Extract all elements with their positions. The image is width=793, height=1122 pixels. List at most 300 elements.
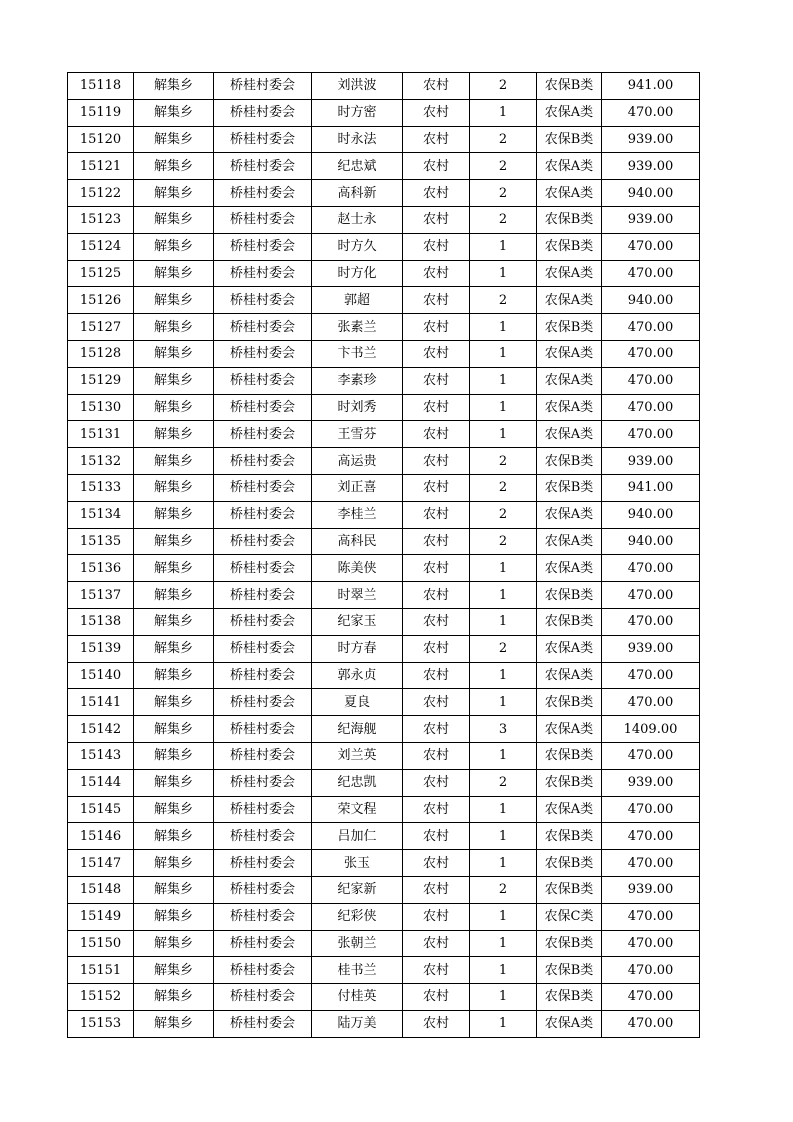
amount-cell: 470.00 bbox=[602, 260, 700, 287]
amount-cell: 939.00 bbox=[602, 206, 700, 233]
household-type-cell: 农村 bbox=[403, 769, 470, 796]
table-row bbox=[68, 823, 700, 850]
township-cell: 解集乡 bbox=[134, 796, 214, 823]
name-cell: 赵士永 bbox=[312, 206, 403, 233]
name-cell: 刘洪波 bbox=[312, 73, 403, 100]
record-id-cell: 15133 bbox=[68, 474, 134, 501]
village-committee-cell: 桥桂村委会 bbox=[214, 555, 312, 582]
village-committee-cell: 桥桂村委会 bbox=[214, 635, 312, 662]
person-count-cell: 1 bbox=[470, 689, 537, 716]
table-row bbox=[68, 206, 700, 233]
insurance-category-cell: 农保B类 bbox=[537, 314, 602, 341]
township-cell: 解集乡 bbox=[134, 876, 214, 903]
amount-cell: 470.00 bbox=[602, 662, 700, 689]
amount-cell: 470.00 bbox=[602, 99, 700, 126]
person-count-cell: 1 bbox=[470, 367, 537, 394]
table-row bbox=[68, 153, 700, 180]
person-count-cell: 1 bbox=[470, 99, 537, 126]
household-type-cell: 农村 bbox=[403, 930, 470, 957]
township-cell: 解集乡 bbox=[134, 850, 214, 877]
amount-cell: 470.00 bbox=[602, 930, 700, 957]
township-cell: 解集乡 bbox=[134, 73, 214, 100]
township-cell: 解集乡 bbox=[134, 769, 214, 796]
insurance-category-cell: 农保B类 bbox=[537, 876, 602, 903]
township-cell: 解集乡 bbox=[134, 99, 214, 126]
name-cell: 高运贵 bbox=[312, 448, 403, 475]
name-cell: 陆万美 bbox=[312, 1010, 403, 1037]
township-cell: 解集乡 bbox=[134, 903, 214, 930]
insurance-category-cell: 农保B类 bbox=[537, 73, 602, 100]
table-row bbox=[68, 876, 700, 903]
table-row bbox=[68, 635, 700, 662]
record-id-cell: 15129 bbox=[68, 367, 134, 394]
person-count-cell: 1 bbox=[470, 260, 537, 287]
household-type-cell: 农村 bbox=[403, 501, 470, 528]
household-type-cell: 农村 bbox=[403, 608, 470, 635]
table-row bbox=[68, 73, 700, 100]
record-id-cell: 15147 bbox=[68, 850, 134, 877]
record-id-cell: 15131 bbox=[68, 421, 134, 448]
table-row bbox=[68, 260, 700, 287]
township-cell: 解集乡 bbox=[134, 394, 214, 421]
person-count-cell: 1 bbox=[470, 796, 537, 823]
household-type-cell: 农村 bbox=[403, 448, 470, 475]
record-id-cell: 15120 bbox=[68, 126, 134, 153]
household-type-cell: 农村 bbox=[403, 1010, 470, 1037]
amount-cell: 941.00 bbox=[602, 474, 700, 501]
village-committee-cell: 桥桂村委会 bbox=[214, 260, 312, 287]
amount-cell: 940.00 bbox=[602, 501, 700, 528]
table-row bbox=[68, 957, 700, 984]
person-count-cell: 2 bbox=[470, 876, 537, 903]
person-count-cell: 2 bbox=[470, 769, 537, 796]
amount-cell: 939.00 bbox=[602, 126, 700, 153]
name-cell: 夏良 bbox=[312, 689, 403, 716]
amount-cell: 470.00 bbox=[602, 850, 700, 877]
name-cell: 刘正喜 bbox=[312, 474, 403, 501]
record-id-cell: 15148 bbox=[68, 876, 134, 903]
name-cell: 时方春 bbox=[312, 635, 403, 662]
record-id-cell: 15142 bbox=[68, 716, 134, 743]
table-row bbox=[68, 287, 700, 314]
township-cell: 解集乡 bbox=[134, 716, 214, 743]
household-type-cell: 农村 bbox=[403, 582, 470, 609]
table-row bbox=[68, 716, 700, 743]
insurance-category-cell: 农保A类 bbox=[537, 528, 602, 555]
township-cell: 解集乡 bbox=[134, 421, 214, 448]
record-id-cell: 15145 bbox=[68, 796, 134, 823]
insurance-category-cell: 农保A类 bbox=[537, 662, 602, 689]
name-cell: 张朝兰 bbox=[312, 930, 403, 957]
name-cell: 李素珍 bbox=[312, 367, 403, 394]
person-count-cell: 2 bbox=[470, 635, 537, 662]
village-committee-cell: 桥桂村委会 bbox=[214, 930, 312, 957]
table-row bbox=[68, 742, 700, 769]
person-count-cell: 2 bbox=[470, 448, 537, 475]
amount-cell: 470.00 bbox=[602, 340, 700, 367]
amount-cell: 939.00 bbox=[602, 448, 700, 475]
household-type-cell: 农村 bbox=[403, 153, 470, 180]
record-id-cell: 15132 bbox=[68, 448, 134, 475]
amount-cell: 470.00 bbox=[602, 957, 700, 984]
table-row bbox=[68, 394, 700, 421]
name-cell: 郭永贞 bbox=[312, 662, 403, 689]
name-cell: 时翠兰 bbox=[312, 582, 403, 609]
insurance-category-cell: 农保B类 bbox=[537, 582, 602, 609]
insurance-category-cell: 农保B类 bbox=[537, 206, 602, 233]
name-cell: 时方化 bbox=[312, 260, 403, 287]
table-row bbox=[68, 367, 700, 394]
household-type-cell: 农村 bbox=[403, 421, 470, 448]
village-committee-cell: 桥桂村委会 bbox=[214, 153, 312, 180]
household-type-cell: 农村 bbox=[403, 340, 470, 367]
table-row bbox=[68, 582, 700, 609]
record-id-cell: 15124 bbox=[68, 233, 134, 260]
village-committee-cell: 桥桂村委会 bbox=[214, 233, 312, 260]
amount-cell: 939.00 bbox=[602, 153, 700, 180]
insurance-category-cell: 农保B类 bbox=[537, 957, 602, 984]
amount-cell: 470.00 bbox=[602, 1010, 700, 1037]
name-cell: 桂书兰 bbox=[312, 957, 403, 984]
insurance-category-cell: 农保C类 bbox=[537, 903, 602, 930]
table-row bbox=[68, 903, 700, 930]
amount-cell: 470.00 bbox=[602, 555, 700, 582]
name-cell: 时方久 bbox=[312, 233, 403, 260]
household-type-cell: 农村 bbox=[403, 876, 470, 903]
name-cell: 张玉 bbox=[312, 850, 403, 877]
name-cell: 张素兰 bbox=[312, 314, 403, 341]
amount-cell: 470.00 bbox=[602, 903, 700, 930]
insurance-category-cell: 农保A类 bbox=[537, 796, 602, 823]
name-cell: 李桂兰 bbox=[312, 501, 403, 528]
household-type-cell: 农村 bbox=[403, 903, 470, 930]
village-committee-cell: 桥桂村委会 bbox=[214, 716, 312, 743]
amount-cell: 941.00 bbox=[602, 73, 700, 100]
record-id-cell: 15135 bbox=[68, 528, 134, 555]
record-id-cell: 15119 bbox=[68, 99, 134, 126]
village-committee-cell: 桥桂村委会 bbox=[214, 394, 312, 421]
person-count-cell: 1 bbox=[470, 582, 537, 609]
insurance-category-cell: 农保B类 bbox=[537, 823, 602, 850]
village-committee-cell: 桥桂村委会 bbox=[214, 367, 312, 394]
amount-cell: 470.00 bbox=[602, 608, 700, 635]
township-cell: 解集乡 bbox=[134, 474, 214, 501]
amount-cell: 470.00 bbox=[602, 796, 700, 823]
amount-cell: 470.00 bbox=[602, 233, 700, 260]
township-cell: 解集乡 bbox=[134, 501, 214, 528]
table-row bbox=[68, 662, 700, 689]
table-row bbox=[68, 474, 700, 501]
record-id-cell: 15151 bbox=[68, 957, 134, 984]
township-cell: 解集乡 bbox=[134, 635, 214, 662]
village-committee-cell: 桥桂村委会 bbox=[214, 340, 312, 367]
name-cell: 时方密 bbox=[312, 99, 403, 126]
table-row bbox=[68, 528, 700, 555]
township-cell: 解集乡 bbox=[134, 260, 214, 287]
name-cell: 陈美侠 bbox=[312, 555, 403, 582]
household-type-cell: 农村 bbox=[403, 689, 470, 716]
amount-cell: 940.00 bbox=[602, 287, 700, 314]
insurance-category-cell: 农保B类 bbox=[537, 608, 602, 635]
household-type-cell: 农村 bbox=[403, 474, 470, 501]
person-count-cell: 2 bbox=[470, 126, 537, 153]
township-cell: 解集乡 bbox=[134, 662, 214, 689]
person-count-cell: 2 bbox=[470, 73, 537, 100]
village-committee-cell: 桥桂村委会 bbox=[214, 474, 312, 501]
insurance-category-cell: 农保B类 bbox=[537, 742, 602, 769]
table-row bbox=[68, 796, 700, 823]
household-type-cell: 农村 bbox=[403, 850, 470, 877]
name-cell: 时刘秀 bbox=[312, 394, 403, 421]
table-row bbox=[68, 180, 700, 207]
village-committee-cell: 桥桂村委会 bbox=[214, 796, 312, 823]
insurance-category-cell: 农保A类 bbox=[537, 287, 602, 314]
table-row bbox=[68, 501, 700, 528]
person-count-cell: 1 bbox=[470, 823, 537, 850]
record-id-cell: 15149 bbox=[68, 903, 134, 930]
village-committee-cell: 桥桂村委会 bbox=[214, 528, 312, 555]
insurance-category-cell: 农保B类 bbox=[537, 850, 602, 877]
household-type-cell: 农村 bbox=[403, 99, 470, 126]
household-type-cell: 农村 bbox=[403, 716, 470, 743]
record-id-cell: 15118 bbox=[68, 73, 134, 100]
person-count-cell: 1 bbox=[470, 984, 537, 1011]
village-committee-cell: 桥桂村委会 bbox=[214, 903, 312, 930]
name-cell: 纪海舰 bbox=[312, 716, 403, 743]
village-committee-cell: 桥桂村委会 bbox=[214, 421, 312, 448]
record-id-cell: 15143 bbox=[68, 742, 134, 769]
insurance-category-cell: 农保B类 bbox=[537, 448, 602, 475]
household-type-cell: 农村 bbox=[403, 314, 470, 341]
township-cell: 解集乡 bbox=[134, 608, 214, 635]
table-row bbox=[68, 984, 700, 1011]
person-count-cell: 1 bbox=[470, 930, 537, 957]
household-type-cell: 农村 bbox=[403, 635, 470, 662]
township-cell: 解集乡 bbox=[134, 314, 214, 341]
amount-cell: 470.00 bbox=[602, 582, 700, 609]
village-committee-cell: 桥桂村委会 bbox=[214, 742, 312, 769]
insurance-category-cell: 农保A类 bbox=[537, 1010, 602, 1037]
record-id-cell: 15137 bbox=[68, 582, 134, 609]
township-cell: 解集乡 bbox=[134, 555, 214, 582]
record-id-cell: 15152 bbox=[68, 984, 134, 1011]
township-cell: 解集乡 bbox=[134, 984, 214, 1011]
household-type-cell: 农村 bbox=[403, 73, 470, 100]
person-count-cell: 1 bbox=[470, 850, 537, 877]
person-count-cell: 1 bbox=[470, 340, 537, 367]
insurance-category-cell: 农保A类 bbox=[537, 501, 602, 528]
record-id-cell: 15136 bbox=[68, 555, 134, 582]
person-count-cell: 1 bbox=[470, 608, 537, 635]
table-row bbox=[68, 850, 700, 877]
insurance-category-cell: 农保B类 bbox=[537, 233, 602, 260]
person-count-cell: 2 bbox=[470, 474, 537, 501]
village-committee-cell: 桥桂村委会 bbox=[214, 1010, 312, 1037]
village-committee-cell: 桥桂村委会 bbox=[214, 876, 312, 903]
township-cell: 解集乡 bbox=[134, 823, 214, 850]
village-committee-cell: 桥桂村委会 bbox=[214, 984, 312, 1011]
village-committee-cell: 桥桂村委会 bbox=[214, 608, 312, 635]
name-cell: 纪忠凯 bbox=[312, 769, 403, 796]
village-committee-cell: 桥桂村委会 bbox=[214, 957, 312, 984]
name-cell: 纪忠斌 bbox=[312, 153, 403, 180]
village-committee-cell: 桥桂村委会 bbox=[214, 769, 312, 796]
record-id-cell: 15146 bbox=[68, 823, 134, 850]
person-count-cell: 2 bbox=[470, 206, 537, 233]
village-committee-cell: 桥桂村委会 bbox=[214, 287, 312, 314]
township-cell: 解集乡 bbox=[134, 957, 214, 984]
record-id-cell: 15126 bbox=[68, 287, 134, 314]
insurance-category-cell: 农保B类 bbox=[537, 126, 602, 153]
township-cell: 解集乡 bbox=[134, 930, 214, 957]
record-id-cell: 15153 bbox=[68, 1010, 134, 1037]
record-id-cell: 15122 bbox=[68, 180, 134, 207]
record-id-cell: 15121 bbox=[68, 153, 134, 180]
township-cell: 解集乡 bbox=[134, 233, 214, 260]
amount-cell: 939.00 bbox=[602, 769, 700, 796]
table-row bbox=[68, 930, 700, 957]
record-id-cell: 15127 bbox=[68, 314, 134, 341]
insurance-category-cell: 农保A类 bbox=[537, 421, 602, 448]
household-type-cell: 农村 bbox=[403, 394, 470, 421]
township-cell: 解集乡 bbox=[134, 206, 214, 233]
amount-cell: 940.00 bbox=[602, 180, 700, 207]
insurance-category-cell: 农保A类 bbox=[537, 367, 602, 394]
name-cell: 付桂英 bbox=[312, 984, 403, 1011]
amount-cell: 1409.00 bbox=[602, 716, 700, 743]
insurance-category-cell: 农保A类 bbox=[537, 394, 602, 421]
household-type-cell: 农村 bbox=[403, 796, 470, 823]
record-id-cell: 15140 bbox=[68, 662, 134, 689]
insurance-category-cell: 农保A类 bbox=[537, 153, 602, 180]
household-type-cell: 农村 bbox=[403, 823, 470, 850]
village-committee-cell: 桥桂村委会 bbox=[214, 448, 312, 475]
record-id-cell: 15138 bbox=[68, 608, 134, 635]
amount-cell: 470.00 bbox=[602, 823, 700, 850]
record-id-cell: 15123 bbox=[68, 206, 134, 233]
insurance-category-cell: 农保B类 bbox=[537, 930, 602, 957]
table-row bbox=[68, 689, 700, 716]
person-count-cell: 1 bbox=[470, 742, 537, 769]
village-committee-cell: 桥桂村委会 bbox=[214, 314, 312, 341]
name-cell: 纪家玉 bbox=[312, 608, 403, 635]
village-committee-cell: 桥桂村委会 bbox=[214, 823, 312, 850]
township-cell: 解集乡 bbox=[134, 126, 214, 153]
village-committee-cell: 桥桂村委会 bbox=[214, 582, 312, 609]
household-type-cell: 农村 bbox=[403, 662, 470, 689]
person-count-cell: 1 bbox=[470, 314, 537, 341]
record-id-cell: 15130 bbox=[68, 394, 134, 421]
table-row bbox=[68, 1010, 700, 1037]
person-count-cell: 1 bbox=[470, 1010, 537, 1037]
household-type-cell: 农村 bbox=[403, 180, 470, 207]
insurance-category-cell: 农保B类 bbox=[537, 769, 602, 796]
table-row bbox=[68, 340, 700, 367]
person-count-cell: 2 bbox=[470, 528, 537, 555]
person-count-cell: 1 bbox=[470, 555, 537, 582]
person-count-cell: 3 bbox=[470, 716, 537, 743]
household-type-cell: 农村 bbox=[403, 206, 470, 233]
amount-cell: 939.00 bbox=[602, 635, 700, 662]
household-type-cell: 农村 bbox=[403, 260, 470, 287]
household-type-cell: 农村 bbox=[403, 233, 470, 260]
person-count-cell: 1 bbox=[470, 421, 537, 448]
record-id-cell: 15141 bbox=[68, 689, 134, 716]
table-row bbox=[68, 769, 700, 796]
person-count-cell: 2 bbox=[470, 287, 537, 314]
household-type-cell: 农村 bbox=[403, 126, 470, 153]
village-committee-cell: 桥桂村委会 bbox=[214, 689, 312, 716]
insurance-category-cell: 农保A类 bbox=[537, 99, 602, 126]
village-committee-cell: 桥桂村委会 bbox=[214, 501, 312, 528]
table-row bbox=[68, 421, 700, 448]
household-type-cell: 农村 bbox=[403, 287, 470, 314]
amount-cell: 940.00 bbox=[602, 528, 700, 555]
record-id-cell: 15125 bbox=[68, 260, 134, 287]
table-row bbox=[68, 555, 700, 582]
village-committee-cell: 桥桂村委会 bbox=[214, 662, 312, 689]
amount-cell: 939.00 bbox=[602, 876, 700, 903]
amount-cell: 470.00 bbox=[602, 689, 700, 716]
village-committee-cell: 桥桂村委会 bbox=[214, 206, 312, 233]
record-id-cell: 15139 bbox=[68, 635, 134, 662]
person-count-cell: 2 bbox=[470, 501, 537, 528]
person-count-cell: 1 bbox=[470, 903, 537, 930]
person-count-cell: 2 bbox=[470, 180, 537, 207]
person-count-cell: 2 bbox=[470, 153, 537, 180]
table-row bbox=[68, 448, 700, 475]
table-row bbox=[68, 314, 700, 341]
village-committee-cell: 桥桂村委会 bbox=[214, 180, 312, 207]
insurance-category-cell: 农保A类 bbox=[537, 340, 602, 367]
household-type-cell: 农村 bbox=[403, 555, 470, 582]
amount-cell: 470.00 bbox=[602, 984, 700, 1011]
village-committee-cell: 桥桂村委会 bbox=[214, 850, 312, 877]
village-committee-cell: 桥桂村委会 bbox=[214, 126, 312, 153]
household-type-cell: 农村 bbox=[403, 367, 470, 394]
record-table-body bbox=[68, 73, 700, 1038]
record-id-cell: 15150 bbox=[68, 930, 134, 957]
name-cell: 王雪芬 bbox=[312, 421, 403, 448]
insurance-category-cell: 农保A类 bbox=[537, 260, 602, 287]
household-type-cell: 农村 bbox=[403, 528, 470, 555]
household-type-cell: 农村 bbox=[403, 957, 470, 984]
name-cell: 高科新 bbox=[312, 180, 403, 207]
township-cell: 解集乡 bbox=[134, 582, 214, 609]
name-cell: 纪彩侠 bbox=[312, 903, 403, 930]
table-row bbox=[68, 126, 700, 153]
insurance-category-cell: 农保A类 bbox=[537, 716, 602, 743]
township-cell: 解集乡 bbox=[134, 1010, 214, 1037]
amount-cell: 470.00 bbox=[602, 742, 700, 769]
name-cell: 卞书兰 bbox=[312, 340, 403, 367]
person-count-cell: 1 bbox=[470, 957, 537, 984]
name-cell: 刘兰英 bbox=[312, 742, 403, 769]
name-cell: 吕加仁 bbox=[312, 823, 403, 850]
insurance-category-cell: 农保B类 bbox=[537, 474, 602, 501]
name-cell: 郭超 bbox=[312, 287, 403, 314]
name-cell: 纪家新 bbox=[312, 876, 403, 903]
household-type-cell: 农村 bbox=[403, 742, 470, 769]
township-cell: 解集乡 bbox=[134, 153, 214, 180]
township-cell: 解集乡 bbox=[134, 528, 214, 555]
name-cell: 荣文程 bbox=[312, 796, 403, 823]
amount-cell: 470.00 bbox=[602, 314, 700, 341]
village-committee-cell: 桥桂村委会 bbox=[214, 99, 312, 126]
township-cell: 解集乡 bbox=[134, 340, 214, 367]
township-cell: 解集乡 bbox=[134, 180, 214, 207]
township-cell: 解集乡 bbox=[134, 742, 214, 769]
